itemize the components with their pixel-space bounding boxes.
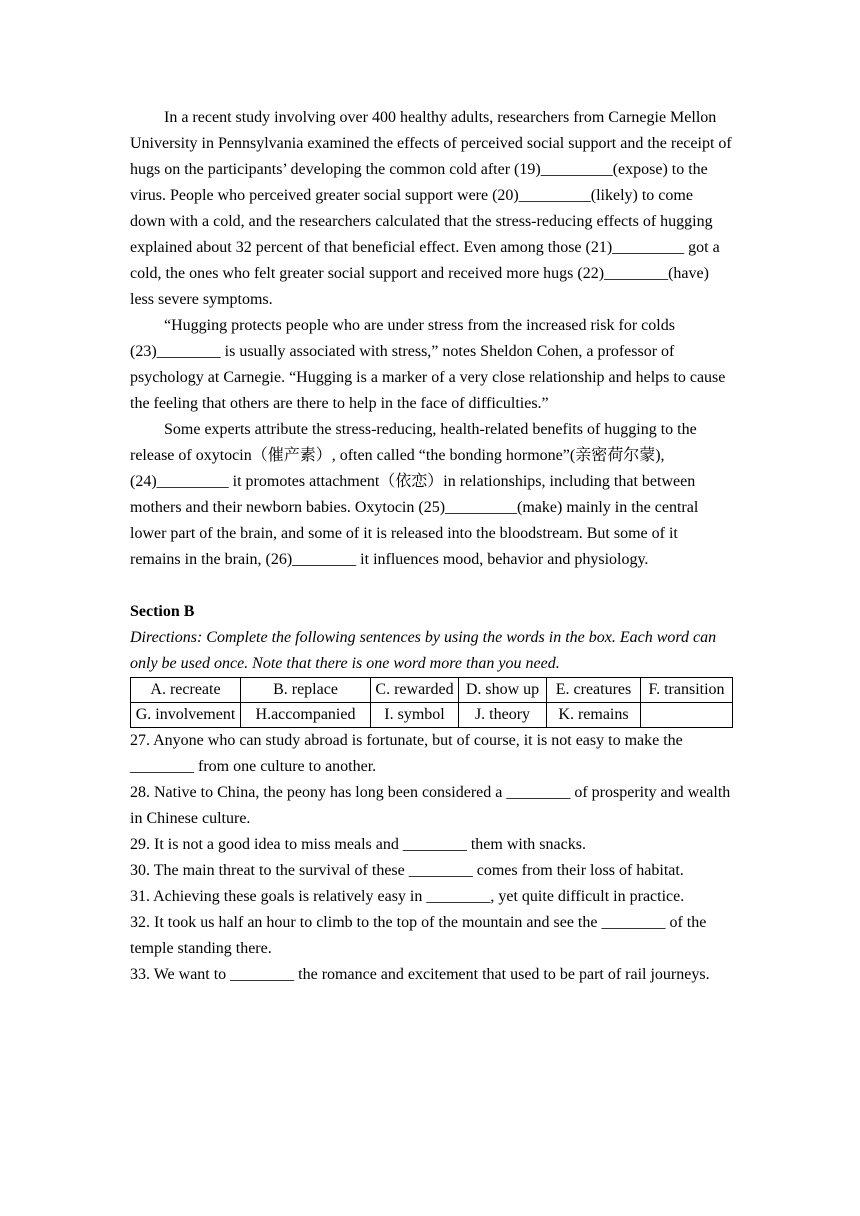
section-heading: Section B [130, 603, 195, 620]
word-box-row [131, 703, 733, 728]
passage-paragraph-2: “Hugging protects people who are under stress from the increased risk for colds (23)________ is usually associated with stress,” notes Sheldon Cohen, a professor of psychology at Carnegie. “Hugging is a marker of a very close relationship and helps to cause the feeling that others are there to help in the face of difficulties.” [130, 317, 726, 412]
question-28: 28. Native to China, the peony has long been considered a ________ of prosperity and wealth in Chinese culture. [130, 784, 731, 827]
word-box-cell: A. recreate [131, 678, 241, 703]
section-spacer [130, 573, 732, 599]
word-box-cell: I. symbol [371, 703, 459, 728]
word-box-cell-empty [641, 703, 733, 728]
word-box-cell: G. involvement [131, 703, 241, 728]
word-box-cell: H.accompanied [241, 703, 371, 728]
document-page [130, 105, 732, 988]
passage-paragraph-3: Some experts attribute the stress-reducing, health-related benefits of hugging to the release of oxytocin（催产素）, often called “the bonding hormone”(亲密荷尔蒙), (24)_________ it promotes attachment（依恋）in relationships, including that between mothers and their newborn babies. Oxytocin (25)_________(make) mainly in the central lower part of the brain, and some of it is released into the bloodstream. But some of it remains in the brain, (26)________ it influences mood, behavior and physiology. [130, 421, 699, 568]
question-33: 33. We want to ________ the romance and excitement that used to be part of rail journeys. [130, 966, 710, 983]
word-box-cell: C. rewarded [371, 678, 459, 703]
question-29: 29. It is not a good idea to miss meals and ________ them with snacks. [130, 836, 586, 853]
word-box-cell: J. theory [459, 703, 547, 728]
word-box-cell: B. replace [241, 678, 371, 703]
word-box-cell: D. show up [459, 678, 547, 703]
word-box-cell: K. remains [547, 703, 641, 728]
question-30: 30. The main threat to the survival of these ________ comes from their loss of habitat. [130, 862, 684, 879]
word-box-table [130, 677, 733, 728]
question-27: 27. Anyone who can study abroad is fortunate, but of course, it is not easy to make the ________ from one culture to another. [130, 732, 683, 775]
section-directions: Directions: Complete the following sentences by using the words in the box. Each word can only be used once. Note that there is one word more than you need. [130, 629, 717, 672]
word-box-row [131, 678, 733, 703]
question-32: 32. It took us half an hour to climb to the top of the mountain and see the ________ of the temple standing there. [130, 914, 707, 957]
passage-paragraph-1: In a recent study involving over 400 healthy adults, researchers from Carnegie Mellon University in Pennsylvania examined the effects of perceived social support and the receipt of hugs on the participants’ developing the common cold after (19)_________(expose) to the virus. People who perceived greater social support were (20)_________(likely) to come down with a cold, and the researchers calculated that the stress-reducing effects of hugging explained about 32 percent of that beneficial effect. Even among those (21)_________ got a cold, the ones who felt greater social support and received more hugs (22)________(have) less severe symptoms. [130, 109, 732, 308]
question-31: 31. Achieving these goals is relatively easy in ________, yet quite difficult in practice. [130, 888, 685, 905]
word-box-cell: F. transition [641, 678, 733, 703]
word-box-cell: E. creatures [547, 678, 641, 703]
